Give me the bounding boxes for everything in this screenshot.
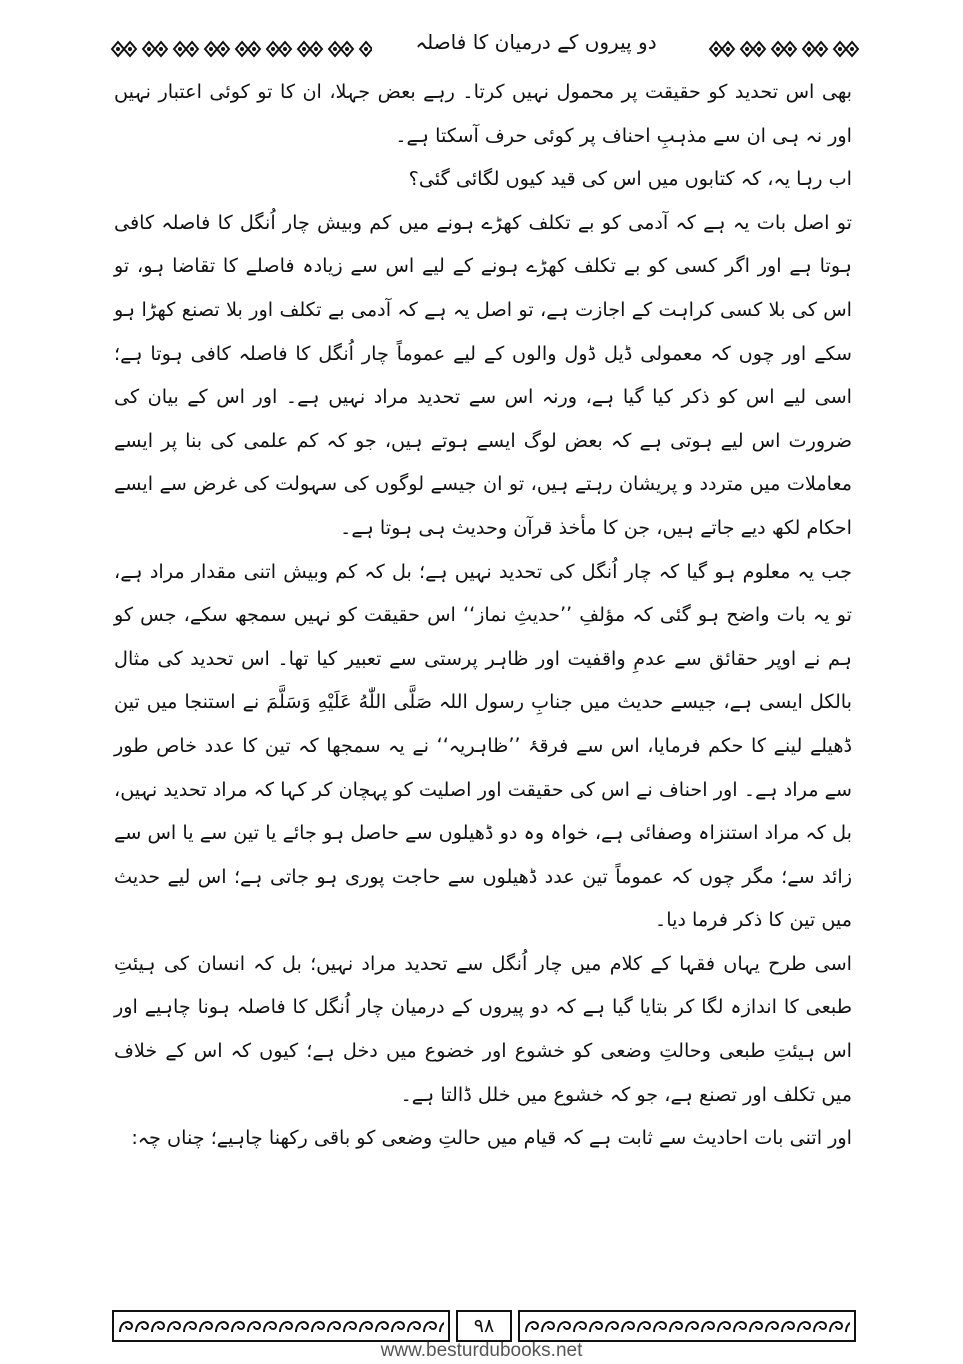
ornament-icon: [234, 40, 262, 58]
footer-ornament-left: [112, 1310, 450, 1342]
paragraph: اسی طرح یہاں فقہا کے کلام میں چار اُنگل سے تحدید مراد نہیں؛ بل کہ انسان کی ہیئتِ طبعی کا اندازہ لگا کر بتایا گیا ہے کہ دو پیروں کے درمیان چار اُنگل کا فاصلہ ہونا چاہیے اور اس ہیئتِ طبعی وحالتِ وضعی کو خشوع اور خضوع میں دخل ہے؛ کیوں کہ اس کے خلاف میں تکلف اور تصنع ہے، جو کہ خشوع میں خلل ڈالتا ہے۔: [114, 951, 852, 1106]
paragraph: اب رہا یہ، کہ کتابوں میں اس کی قید کیوں لگائی گئی؟: [408, 167, 852, 191]
ornament-icon: [770, 40, 798, 58]
border-pattern-icon: [524, 1316, 850, 1336]
paragraph: جب یہ معلوم ہو گیا کہ چار اُنگل کی تحدید نہیں ہے؛ بل کہ کم وبیش اتنی مقدار مراد ہے، تو یہ بات واضح ہو گئی کہ مؤلفِ ’’حدیثِ نماز‘‘ اس حقیقت کو نہیں سمجھ سکے، جس کو ہم نے اوپر حقائق سے عدمِ واقفیت اور ظاہر پرستی سے تعبیر کیا تھا۔ اس تحدید کی مثال بالکل ایسی ہے، جیسے حدیث میں جنابِ رسول اللہ صَلَّى اللّٰهُ عَلَيْهِ وَسَلَّمَ نے استنجا میں تین ڈھیلے لینے کا حکم فرمایا، اس سے فرقۂ ’’ظاہریہ‘‘ نے یہ سمجھا کہ تین کا عدد خاص طور سے مراد ہے۔ اور احناف نے اس کی حقیقت اور اصلیت کو پہچان کر کہا کہ مراد تحدید نہیں، بل کہ مراد استنزاہ وصفائی ہے، خواہ وہ دو ڈھیلوں سے حاصل ہو جائے یا تین سے یا اس سے زائد سے؛ مگر چوں کہ عموماً تین عدد ڈھیلوں سے حاجت پوری ہو جاتی ہے؛ اس لیے حدیث میں تین کا ذکر فرما دیا۔: [114, 559, 852, 932]
ornament-icon: [327, 40, 355, 58]
border-pattern-icon: [118, 1316, 444, 1336]
ornament-icon: [708, 40, 736, 58]
ornament-icon: [110, 40, 138, 58]
ornament-icon: [832, 40, 860, 58]
website-watermark: www.besturdubooks.net: [380, 1340, 583, 1361]
ornament-icon: [141, 40, 169, 58]
ornament-icon: [203, 40, 231, 58]
paragraph: تو اصل بات یہ ہے کہ آدمی کو بے تکلف کھڑے ہونے میں کم وبیش چار اُنگل کا فاصلہ کافی ہوتا ہے اور اگر کسی کو بے تکلف کھڑے ہونے کے لیے اس سے زیادہ فاصلے کا تقاضا ہو، تو اس کی بلا کسی کراہت کے اجازت ہے، تو اصل یہ ہے کہ آدمی بے تکلف اور بلا تصنع کھڑا ہو سکے اور چوں کہ معمولی ڈیل ڈول والوں کے لیے عموماً چار اُنگل کا فاصلہ کافی ہوتا ہے؛ اسی لیے اس کو ذکر کیا گیا ہے، ورنہ اس سے تحدید مراد نہیں ہے۔ اور اس کے بیان کی ضرورت اس لیے ہوتی ہے کہ بعض لوگ ایسے ہوتے ہیں، جو کہ کم علمی کی بنا پر ایسے معاملات میں متردد و پریشان رہتے ہیں، تو ان جیسے لوگوں کی سہولت کی غرض سے ایسے احکام لکھ دیے جاتے ہیں، جن کا مأخذ قرآن وحدیث ہی ہوتا ہے۔: [114, 210, 852, 539]
header-ornament-right: [696, 40, 860, 58]
ornament-icon: [801, 40, 829, 58]
page-footer: [112, 1310, 856, 1344]
ornament-icon: [358, 40, 372, 58]
ornament-icon: [172, 40, 200, 58]
paragraph: بھی اس تحدید کو حقیقت پر محمول نہیں کرتا۔ رہے بعض جہلا، ان کا تو کوئی اعتبار نہیں اور نہ ہی ان سے مذہبِ احناف پر کوئی حرف آسکتا ہے۔: [114, 80, 852, 147]
running-header: [110, 28, 860, 68]
page-number: ۹۸: [456, 1310, 512, 1342]
footer-ornament-right: [518, 1310, 856, 1342]
ornament-icon: [739, 40, 767, 58]
paragraph: اور اتنی بات احادیث سے ثابت ہے کہ قیام میں حالتِ وضعی کو باقی رکھنا چاہیے؛ چناں چہ:: [131, 1126, 852, 1150]
header-ornament-left: [110, 40, 372, 58]
page-body: [114, 70, 852, 1270]
header-title: دو پیروں کے درمیان کا فاصلہ: [415, 30, 657, 54]
ornament-icon: [265, 40, 293, 58]
ornament-icon: [296, 40, 324, 58]
